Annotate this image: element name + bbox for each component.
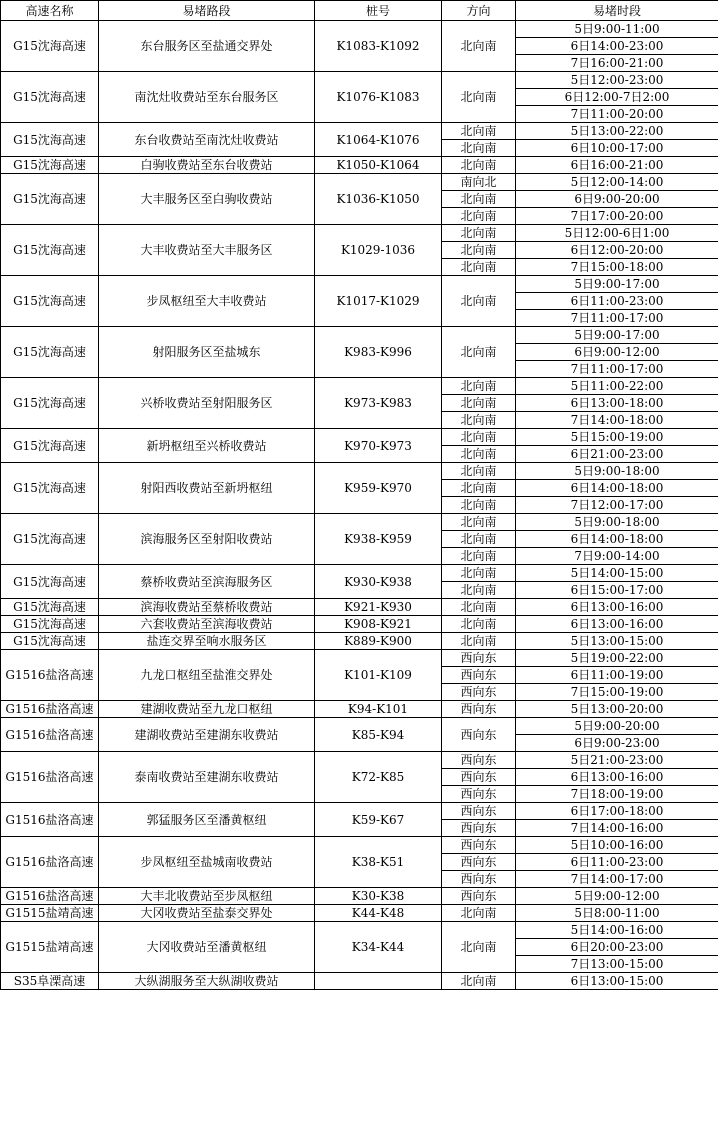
time-cell: 7日17:00-20:00 bbox=[516, 208, 718, 225]
segment-cell: 大冈收费站至盐泰交界处 bbox=[99, 905, 315, 922]
table-row bbox=[1, 429, 718, 446]
segment-cell: 滨海服务区至射阳收费站 bbox=[99, 514, 315, 565]
time-cell: 7日13:00-15:00 bbox=[516, 956, 718, 973]
stake-cell: K959-K970 bbox=[315, 463, 442, 514]
time-cell: 6日14:00-18:00 bbox=[516, 531, 718, 548]
segment-cell: 盐连交界至响水服务区 bbox=[99, 633, 315, 650]
time-cell: 5日11:00-22:00 bbox=[516, 378, 718, 395]
road-cell: G15沈海高速 bbox=[1, 276, 99, 327]
road-cell: G15沈海高速 bbox=[1, 633, 99, 650]
direction-cell: 西向东 bbox=[442, 820, 516, 837]
time-cell: 6日11:00-19:00 bbox=[516, 667, 718, 684]
table-row bbox=[1, 701, 718, 718]
direction-cell: 北向南 bbox=[442, 922, 516, 973]
header-time: 易堵时段 bbox=[516, 1, 718, 21]
time-cell: 5日21:00-23:00 bbox=[516, 752, 718, 769]
stake-cell: K921-K930 bbox=[315, 599, 442, 616]
direction-cell: 北向南 bbox=[442, 276, 516, 327]
stake-cell: K1017-K1029 bbox=[315, 276, 442, 327]
time-cell: 5日19:00-22:00 bbox=[516, 650, 718, 667]
segment-cell: 新坍枢纽至兴桥收费站 bbox=[99, 429, 315, 463]
time-cell: 6日13:00-18:00 bbox=[516, 395, 718, 412]
table-row bbox=[1, 837, 718, 854]
road-cell: G1515盐靖高速 bbox=[1, 922, 99, 973]
time-cell: 6日13:00-15:00 bbox=[516, 973, 718, 990]
direction-cell: 北向南 bbox=[442, 242, 516, 259]
table-row bbox=[1, 72, 718, 89]
direction-cell: 西向东 bbox=[442, 854, 516, 871]
road-cell: G1516盐洛高速 bbox=[1, 803, 99, 837]
table-row bbox=[1, 463, 718, 480]
table-row bbox=[1, 21, 718, 38]
road-cell: G15沈海高速 bbox=[1, 225, 99, 276]
road-cell: G15沈海高速 bbox=[1, 514, 99, 565]
stake-cell: K72-K85 bbox=[315, 752, 442, 803]
road-cell: G15沈海高速 bbox=[1, 21, 99, 72]
time-cell: 6日10:00-17:00 bbox=[516, 140, 718, 157]
direction-cell: 北向南 bbox=[442, 259, 516, 276]
header-row bbox=[1, 1, 718, 21]
time-cell: 7日9:00-14:00 bbox=[516, 548, 718, 565]
table-row bbox=[1, 922, 718, 939]
time-cell: 7日14:00-18:00 bbox=[516, 412, 718, 429]
road-cell: G1516盐洛高速 bbox=[1, 718, 99, 752]
stake-cell: K973-K983 bbox=[315, 378, 442, 429]
stake-cell: K85-K94 bbox=[315, 718, 442, 752]
stake-cell: K1076-K1083 bbox=[315, 72, 442, 123]
time-cell: 6日13:00-16:00 bbox=[516, 599, 718, 616]
stake-cell: K970-K973 bbox=[315, 429, 442, 463]
segment-cell: 大丰收费站至大丰服务区 bbox=[99, 225, 315, 276]
table-row bbox=[1, 514, 718, 531]
header-road: 高速名称 bbox=[1, 1, 99, 21]
table-row bbox=[1, 752, 718, 769]
road-cell: G15沈海高速 bbox=[1, 616, 99, 633]
stake-cell: K908-K921 bbox=[315, 616, 442, 633]
stake-cell: K889-K900 bbox=[315, 633, 442, 650]
direction-cell: 北向南 bbox=[442, 140, 516, 157]
stake-cell: K1064-K1076 bbox=[315, 123, 442, 157]
direction-cell: 北向南 bbox=[442, 531, 516, 548]
time-cell: 5日9:00-17:00 bbox=[516, 327, 718, 344]
time-cell: 6日9:00-20:00 bbox=[516, 191, 718, 208]
segment-cell: 建湖收费站至建湖东收费站 bbox=[99, 718, 315, 752]
direction-cell: 西向东 bbox=[442, 888, 516, 905]
direction-cell: 北向南 bbox=[442, 633, 516, 650]
road-cell: G1516盐洛高速 bbox=[1, 888, 99, 905]
time-cell: 7日11:00-17:00 bbox=[516, 361, 718, 378]
road-cell: G15沈海高速 bbox=[1, 157, 99, 174]
table-row bbox=[1, 123, 718, 140]
direction-cell: 西向东 bbox=[442, 769, 516, 786]
segment-cell: 泰南收费站至建湖东收费站 bbox=[99, 752, 315, 803]
road-cell: G15沈海高速 bbox=[1, 599, 99, 616]
road-cell: G1516盐洛高速 bbox=[1, 650, 99, 701]
table-row bbox=[1, 905, 718, 922]
segment-cell: 东台收费站至南沈灶收费站 bbox=[99, 123, 315, 157]
direction-cell: 北向南 bbox=[442, 123, 516, 140]
time-cell: 5日14:00-16:00 bbox=[516, 922, 718, 939]
time-cell: 5日13:00-22:00 bbox=[516, 123, 718, 140]
table-row bbox=[1, 650, 718, 667]
direction-cell: 北向南 bbox=[442, 157, 516, 174]
segment-cell: 九龙口枢纽至盐淮交界处 bbox=[99, 650, 315, 701]
direction-cell: 西向东 bbox=[442, 837, 516, 854]
direction-cell: 北向南 bbox=[442, 225, 516, 242]
table-row bbox=[1, 565, 718, 582]
time-cell: 5日10:00-16:00 bbox=[516, 837, 718, 854]
road-cell: G1516盐洛高速 bbox=[1, 701, 99, 718]
time-cell: 6日11:00-23:00 bbox=[516, 293, 718, 310]
time-cell: 5日12:00-14:00 bbox=[516, 174, 718, 191]
segment-cell: 大冈收费站至潘黄枢纽 bbox=[99, 922, 315, 973]
time-cell: 6日14:00-23:00 bbox=[516, 38, 718, 55]
table-row bbox=[1, 616, 718, 633]
time-cell: 5日9:00-18:00 bbox=[516, 463, 718, 480]
segment-cell: 步凤枢纽至大丰收费站 bbox=[99, 276, 315, 327]
direction-cell: 北向南 bbox=[442, 72, 516, 123]
time-cell: 6日16:00-21:00 bbox=[516, 157, 718, 174]
road-cell: S35阜溧高速 bbox=[1, 973, 99, 990]
direction-cell: 北向南 bbox=[442, 514, 516, 531]
time-cell: 5日15:00-19:00 bbox=[516, 429, 718, 446]
time-cell: 7日15:00-19:00 bbox=[516, 684, 718, 701]
time-cell: 6日9:00-23:00 bbox=[516, 735, 718, 752]
time-cell: 7日12:00-17:00 bbox=[516, 497, 718, 514]
segment-cell: 射阳西收费站至新坍枢纽 bbox=[99, 463, 315, 514]
time-cell: 6日11:00-23:00 bbox=[516, 854, 718, 871]
segment-cell: 郭猛服务区至潘黄枢纽 bbox=[99, 803, 315, 837]
segment-cell: 蔡桥收费站至滨海服务区 bbox=[99, 565, 315, 599]
road-cell: G15沈海高速 bbox=[1, 429, 99, 463]
time-cell: 5日12:00-6日1:00 bbox=[516, 225, 718, 242]
stake-cell: K930-K938 bbox=[315, 565, 442, 599]
time-cell: 5日14:00-15:00 bbox=[516, 565, 718, 582]
stake-cell: K1036-K1050 bbox=[315, 174, 442, 225]
segment-cell: 射阳服务区至盐城东 bbox=[99, 327, 315, 378]
time-cell: 7日16:00-21:00 bbox=[516, 55, 718, 72]
direction-cell: 西向东 bbox=[442, 871, 516, 888]
time-cell: 5日12:00-23:00 bbox=[516, 72, 718, 89]
road-cell: G15沈海高速 bbox=[1, 327, 99, 378]
direction-cell: 北向南 bbox=[442, 548, 516, 565]
direction-cell: 北向南 bbox=[442, 395, 516, 412]
road-cell: G15沈海高速 bbox=[1, 463, 99, 514]
time-cell: 6日9:00-12:00 bbox=[516, 344, 718, 361]
direction-cell: 西向东 bbox=[442, 752, 516, 769]
road-cell: G15沈海高速 bbox=[1, 174, 99, 225]
segment-cell: 白驹收费站至东台收费站 bbox=[99, 157, 315, 174]
segment-cell: 大丰北收费站至步凤枢纽 bbox=[99, 888, 315, 905]
table-row bbox=[1, 157, 718, 174]
stake-cell: K59-K67 bbox=[315, 803, 442, 837]
road-cell: G1516盐洛高速 bbox=[1, 837, 99, 888]
road-cell: G15沈海高速 bbox=[1, 72, 99, 123]
header-direction: 方向 bbox=[442, 1, 516, 21]
header-stake: 桩号 bbox=[315, 1, 442, 21]
time-cell: 7日11:00-17:00 bbox=[516, 310, 718, 327]
direction-cell: 西向东 bbox=[442, 684, 516, 701]
table-row bbox=[1, 378, 718, 395]
table-row bbox=[1, 803, 718, 820]
time-cell: 6日13:00-16:00 bbox=[516, 769, 718, 786]
time-cell: 7日14:00-17:00 bbox=[516, 871, 718, 888]
direction-cell: 西向东 bbox=[442, 718, 516, 752]
direction-cell: 北向南 bbox=[442, 378, 516, 395]
time-cell: 6日15:00-17:00 bbox=[516, 582, 718, 599]
direction-cell: 北向南 bbox=[442, 327, 516, 378]
stake-cell: K34-K44 bbox=[315, 922, 442, 973]
direction-cell: 北向南 bbox=[442, 616, 516, 633]
direction-cell: 北向南 bbox=[442, 582, 516, 599]
stake-cell: K101-K109 bbox=[315, 650, 442, 701]
stake-cell: K1050-K1064 bbox=[315, 157, 442, 174]
time-cell: 6日21:00-23:00 bbox=[516, 446, 718, 463]
direction-cell: 北向南 bbox=[442, 446, 516, 463]
table-row bbox=[1, 888, 718, 905]
direction-cell: 北向南 bbox=[442, 973, 516, 990]
time-cell: 6日20:00-23:00 bbox=[516, 939, 718, 956]
direction-cell: 北向南 bbox=[442, 497, 516, 514]
direction-cell: 北向南 bbox=[442, 429, 516, 446]
table-row bbox=[1, 718, 718, 735]
direction-cell: 北向南 bbox=[442, 480, 516, 497]
road-cell: G15沈海高速 bbox=[1, 378, 99, 429]
direction-cell: 北向南 bbox=[442, 463, 516, 480]
time-cell: 5日13:00-15:00 bbox=[516, 633, 718, 650]
time-cell: 7日18:00-19:00 bbox=[516, 786, 718, 803]
time-cell: 5日9:00-18:00 bbox=[516, 514, 718, 531]
direction-cell: 西向东 bbox=[442, 803, 516, 820]
stake-cell bbox=[315, 973, 442, 990]
direction-cell: 北向南 bbox=[442, 599, 516, 616]
direction-cell: 北向南 bbox=[442, 21, 516, 72]
segment-cell: 大纵湖服务至大纵湖收费站 bbox=[99, 973, 315, 990]
stake-cell: K94-K101 bbox=[315, 701, 442, 718]
table-row bbox=[1, 973, 718, 990]
direction-cell: 西向东 bbox=[442, 667, 516, 684]
segment-cell: 东台服务区至盐通交界处 bbox=[99, 21, 315, 72]
direction-cell: 南向北 bbox=[442, 174, 516, 191]
direction-cell: 西向东 bbox=[442, 650, 516, 667]
stake-cell: K983-K996 bbox=[315, 327, 442, 378]
direction-cell: 北向南 bbox=[442, 412, 516, 429]
time-cell: 6日14:00-18:00 bbox=[516, 480, 718, 497]
stake-cell: K30-K38 bbox=[315, 888, 442, 905]
table-row bbox=[1, 225, 718, 242]
segment-cell: 大丰服务区至白驹收费站 bbox=[99, 174, 315, 225]
table-row bbox=[1, 633, 718, 650]
header-segment: 易堵路段 bbox=[99, 1, 315, 21]
time-cell: 7日14:00-16:00 bbox=[516, 820, 718, 837]
road-cell: G15沈海高速 bbox=[1, 565, 99, 599]
table-row bbox=[1, 327, 718, 344]
time-cell: 5日8:00-11:00 bbox=[516, 905, 718, 922]
stake-cell: K938-K959 bbox=[315, 514, 442, 565]
time-cell: 6日13:00-16:00 bbox=[516, 616, 718, 633]
segment-cell: 兴桥收费站至射阳服务区 bbox=[99, 378, 315, 429]
direction-cell: 北向南 bbox=[442, 208, 516, 225]
segment-cell: 步凤枢纽至盐城南收费站 bbox=[99, 837, 315, 888]
stake-cell: K38-K51 bbox=[315, 837, 442, 888]
time-cell: 6日12:00-7日2:00 bbox=[516, 89, 718, 106]
time-cell: 5日13:00-20:00 bbox=[516, 701, 718, 718]
segment-cell: 南沈灶收费站至东台服务区 bbox=[99, 72, 315, 123]
segment-cell: 六套收费站至滨海收费站 bbox=[99, 616, 315, 633]
stake-cell: K1029-1036 bbox=[315, 225, 442, 276]
road-cell: G1515盐靖高速 bbox=[1, 905, 99, 922]
direction-cell: 北向南 bbox=[442, 191, 516, 208]
time-cell: 5日9:00-20:00 bbox=[516, 718, 718, 735]
stake-cell: K1083-K1092 bbox=[315, 21, 442, 72]
segment-cell: 建湖收费站至九龙口枢纽 bbox=[99, 701, 315, 718]
time-cell: 7日11:00-20:00 bbox=[516, 106, 718, 123]
direction-cell: 北向南 bbox=[442, 565, 516, 582]
time-cell: 6日17:00-18:00 bbox=[516, 803, 718, 820]
stake-cell: K44-K48 bbox=[315, 905, 442, 922]
direction-cell: 西向东 bbox=[442, 786, 516, 803]
direction-cell: 西向东 bbox=[442, 701, 516, 718]
table-row bbox=[1, 276, 718, 293]
road-cell: G1516盐洛高速 bbox=[1, 752, 99, 803]
direction-cell: 北向南 bbox=[442, 905, 516, 922]
time-cell: 5日9:00-12:00 bbox=[516, 888, 718, 905]
time-cell: 6日12:00-20:00 bbox=[516, 242, 718, 259]
table-row bbox=[1, 599, 718, 616]
time-cell: 5日9:00-11:00 bbox=[516, 21, 718, 38]
road-cell: G15沈海高速 bbox=[1, 123, 99, 157]
time-cell: 5日9:00-17:00 bbox=[516, 276, 718, 293]
segment-cell: 滨海收费站至蔡桥收费站 bbox=[99, 599, 315, 616]
time-cell: 7日15:00-18:00 bbox=[516, 259, 718, 276]
table-row bbox=[1, 174, 718, 191]
